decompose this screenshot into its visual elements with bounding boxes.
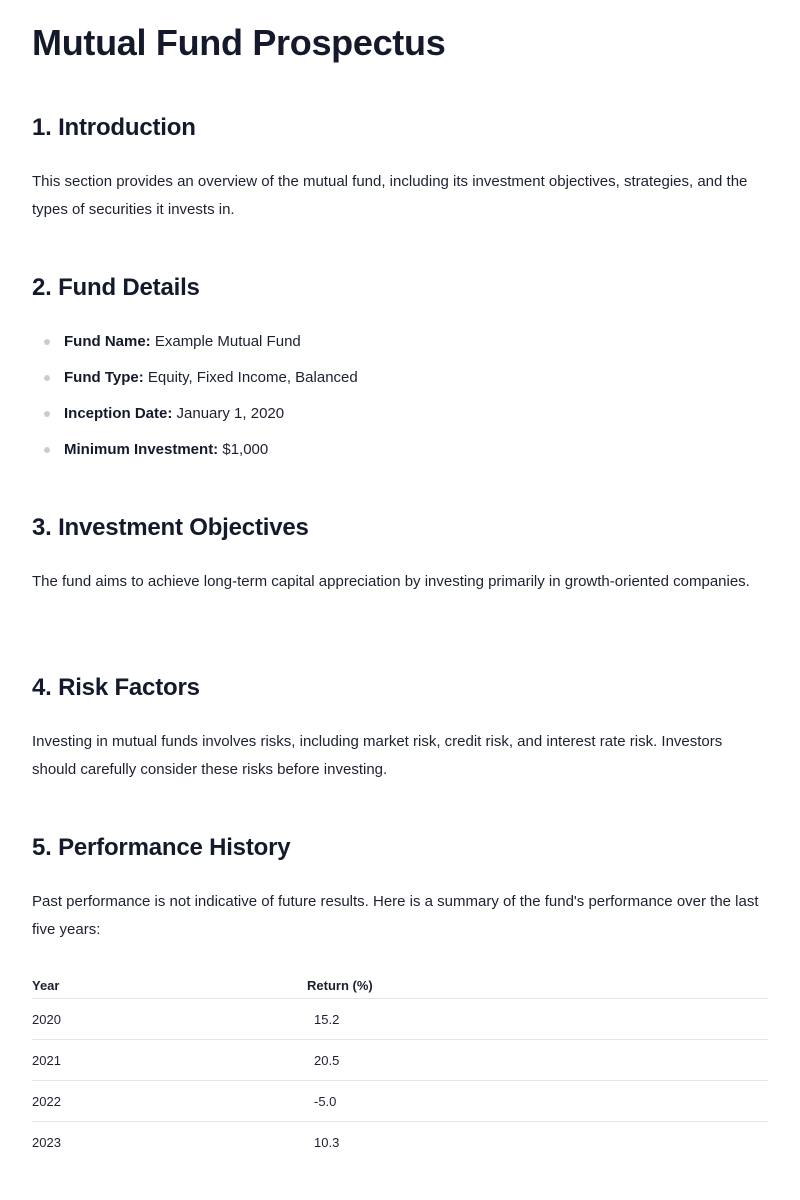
- table-row: [32, 999, 768, 1040]
- section-heading-investment-objectives: 3. Investment Objectives: [32, 514, 309, 541]
- cell-year: 2021: [32, 1040, 307, 1081]
- fund-details-list: [32, 326, 358, 470]
- column-header-return: Return (%): [307, 972, 768, 999]
- table-row: [32, 1040, 768, 1081]
- fund-detail-label: Minimum Investment:: [64, 441, 219, 458]
- cell-return: 20.5: [307, 1040, 768, 1081]
- bullet-icon: [44, 375, 50, 381]
- fund-detail-item: [32, 398, 358, 434]
- cell-year: 2020: [32, 999, 307, 1040]
- bullet-icon: [44, 411, 50, 417]
- fund-detail-item: [32, 434, 358, 470]
- introduction-text: This section provides an overview of the mutual fund, including its investment objectives, strategies, and the types of securities it invests in.: [32, 173, 748, 218]
- table-row: [32, 1081, 768, 1122]
- column-header-year: Year: [32, 972, 307, 999]
- bullet-icon: [44, 447, 50, 453]
- cell-year: 2023: [32, 1134, 61, 1150]
- section-heading-introduction: 1. Introduction: [32, 114, 196, 141]
- risk-factors-text: Investing in mutual funds involves risks, including market risk, credit risk, and interest rate risk. Investors should carefully consider these risks before investing.: [32, 733, 723, 778]
- performance-history-text: Past performance is not indicative of future results. Here is a summary of the fund's performance over the last five years:: [32, 893, 759, 938]
- cell-return: 15.2: [307, 999, 768, 1040]
- cell-return: 10.3: [314, 1134, 340, 1150]
- bullet-icon: [44, 339, 50, 345]
- section-heading-risk-factors: 4. Risk Factors: [32, 674, 200, 701]
- fund-detail-label: Fund Name:: [64, 333, 151, 350]
- fund-detail-value: January 1, 2020: [176, 405, 285, 422]
- fund-detail-value: Equity, Fixed Income, Balanced: [147, 369, 358, 386]
- fund-detail-item: [32, 326, 358, 362]
- section-heading-performance-history: 5. Performance History: [32, 834, 291, 861]
- fund-detail-label: Inception Date:: [64, 405, 173, 422]
- investment-objectives-text: The fund aims to achieve long-term capital appreciation by investing primarily in growth-oriented companies.: [32, 573, 750, 590]
- table-row: [32, 1122, 768, 1163]
- cell-year: 2022: [32, 1081, 307, 1122]
- fund-detail-value: $1,000: [222, 441, 269, 458]
- section-heading-fund-details: 2. Fund Details: [32, 274, 200, 301]
- fund-detail-item: [32, 362, 358, 398]
- table-header-row: [32, 972, 768, 999]
- fund-detail-value: Example Mutual Fund: [154, 333, 301, 350]
- cell-return: -5.0: [307, 1081, 768, 1122]
- fund-detail-label: Fund Type:: [64, 369, 144, 386]
- performance-table: [32, 972, 768, 1162]
- page-title: Mutual Fund Prospectus: [32, 22, 446, 63]
